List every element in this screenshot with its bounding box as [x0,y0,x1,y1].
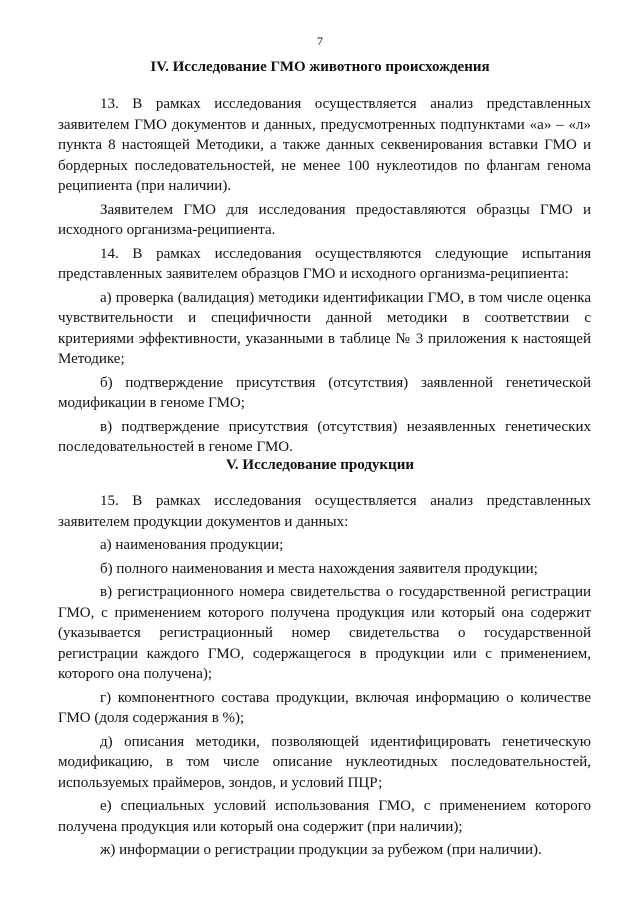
paragraph-14: 14. В рамках исследования осуществляются следующие испытания представленных заявителем образцов ГМО и исходного организма-реципиента: [58,245,591,282]
item-15-e: д) описания методики, позволяющей идентифицировать генетическую модификацию, в том числе описание нуклеотидных последовательностей, используемых праймеров, зондов, и условий ПЦР; [58,733,591,791]
item-15-g: ж) информации о регистрации продукции за рубежом (при наличии). [100,842,542,858]
paragraph-samples: Заявителем ГМО для исследования предоставляются образцы ГМО и исходного организма-реципиента. [58,201,591,238]
item-14-a: а) проверка (валидация) методики идентификации ГМО, в том числе оценка чувствительности и специфичности данной методики в соответствии с критериями эффективности, указанными в таблице № 3 приложения к настоящей Методике; [58,289,591,367]
item-15-a: а) наименования продукции; [100,537,284,553]
section-5-heading: V. Исследование продукции [226,457,414,473]
section-4-body [58,94,591,458]
paragraph-15: 15. В рамках исследования осуществляется анализ представленных заявителем продукции документов и данных: [58,493,591,530]
page-number: 7 [317,34,323,48]
section-4-heading: IV. Исследование ГМО животного происхождения [150,59,490,75]
item-14-b: б) подтверждение присутствия (отсутствия) заявленной генетической модификации в геноме ГМО; [58,374,591,411]
item-15-f: е) специальных условий использования ГМО, с применением которого получена продукция или который она содержит (при наличии); [58,798,591,835]
item-15-d: г) компонентного состава продукции, включая информацию о количестве ГМО (доля содержания в %); [58,689,591,726]
item-15-c: в) регистрационного номера свидетельства о государственной регистрации ГМО, с применением которого получена продукция или который она содержит (указывается регистрационный номер свидетельства о государственной регистрации каждого ГМО, содержащегося в продукции или с применением, которого она получена); [58,584,591,682]
section-5-body [58,491,591,861]
item-14-c: в) подтверждение присутствия (отсутствия) незаявленных генетических последовательностей в геноме ГМО. [58,418,591,455]
item-15-b: б) полного наименования и места нахождения заявителя продукции; [100,560,538,577]
paragraph-13: 13. В рамках исследования осуществляется анализ представленных заявителем ГМО документов и данных, предусмотренных подпунктами «а» – «л» пункта 8 настоящей Методики, а также данных секвенирования вставки ГМО и бордерных последовательностей, не менее 100 нуклеотидов по флангам генома реципиента (при наличии). [58,96,591,194]
